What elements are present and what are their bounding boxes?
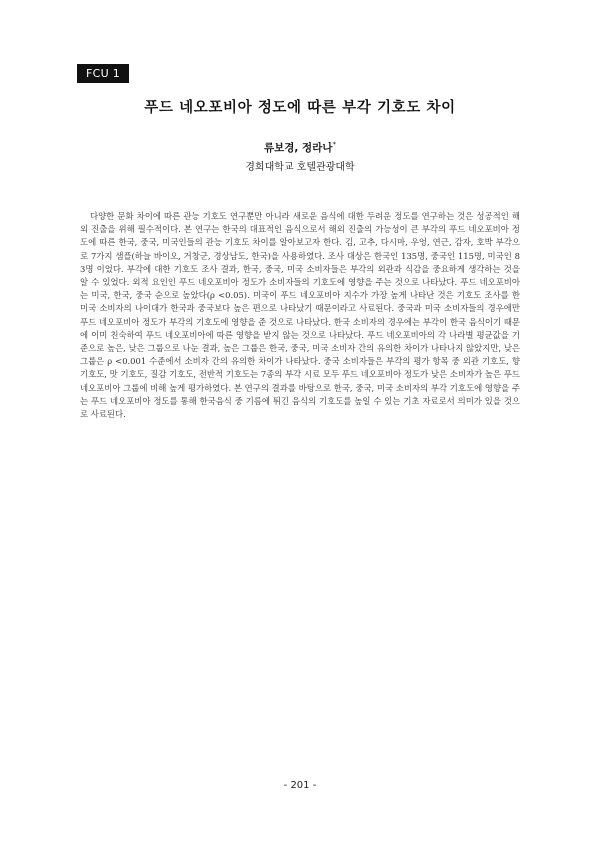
abstract-body: 다양한 문화 차이에 따른 관능 기호도 연구뿐만 아니라 새로운 음식에 대한 두려운 정도를 연구하는 것은 성공적인 해외 진출을 위해 필수적이다. 본 연구는 한국의 대표적인 음식으로서 해외 진출의 가능성이 큰 부각의 푸드 네오포비아 정도에 따른 한국, 중국, 미국인들의 관능 기호도 차이를 알아보고자 한다. 김, 고추, 다시마, 우엉, 연근, 감자, 호박 부각으로 7가지 샘플(하늘 바이오, 거창군, 경상남도, 한국)을 사용하였다. 조사 대상은 한국인 135명, 중국인 115명, 미국인 83명 이었다. 부각에 대한 기호도 조사 결과, 한국, 중국, 미국 소비자들은 부각의 외관과 식감을 중요하게 생각하는 것을 알 수 있었다. 외적 요인인 푸드 네오포비아 정도가 소비자들의 기호도에 영향을 주는 것으로 나타났다. 푸드 네오포비아는 미국, 한국, 중국 순으로 높았다(ρ <0.05). 미국이 푸드 네오포비아 지수가 가장 높게 나타난 것은 기호도 조사를 한 미국 소비자의 나이대가 한국과 중국보다 높은 편으로 나타났기 때문이라고 사료된다. 중국과 미국 소비자들의 경우에만 푸드 네오포비아 정도가 부각의 기호도에 영향을 준 것으로 나타났다. 한국 소비자의 경우에는 부각이 한국 음식이기 때문에 이미 친숙하여 푸드 네오포비아에 따른 영향을 받지 않는 것으로 나타났다. 푸드 네오포비아의 각 나라별 평균값을 기준으로 높은, 낮은 그룹으로 나눈 결과, 높은 그룹은 한국, 중국, 미국 소비자 간의 유의한 차이가 나타나지 않았지만, 낮은 그룹은 ρ <0.001 수준에서 소비자 간의 유의한 차이가 나타났다. 중국 소비자들은 부각의 평가 항목 중 외관 기호도, 향 기호도, 맛 기호도, 질감 기호도, 전반적 기호도는 7종의 부각 시료 모두 푸드 네오포비아 정도가 낮은 소비자가 높은 푸드 네오포비아 그룹에 비해 높게 평가하였다. 본 연구의 결과를 바탕으로 한국, 중국, 미국 소비자의 부각 기호도에 영향을 주는 푸드 네오포비아 정도를 통해 한국음식 중 기름에 튀긴 음식의 기호도를 높일 수 있는 기초 자료로서 의미가 있을 것으로 사료된다. xyxy=(80,211,520,420)
affiliation: 경희대학교 호텔관광대학 xyxy=(245,162,355,173)
session-code-badge: FCU 1 xyxy=(77,64,129,83)
author-names: 류보경, 정라나 xyxy=(263,142,333,154)
page-title: 푸드 네오포비아 정도에 따른 부각 기호도 차이 xyxy=(144,100,456,116)
corresponding-author-marker: * xyxy=(332,140,336,149)
page-number: - 201 - xyxy=(283,780,317,791)
author-line xyxy=(0,140,600,155)
